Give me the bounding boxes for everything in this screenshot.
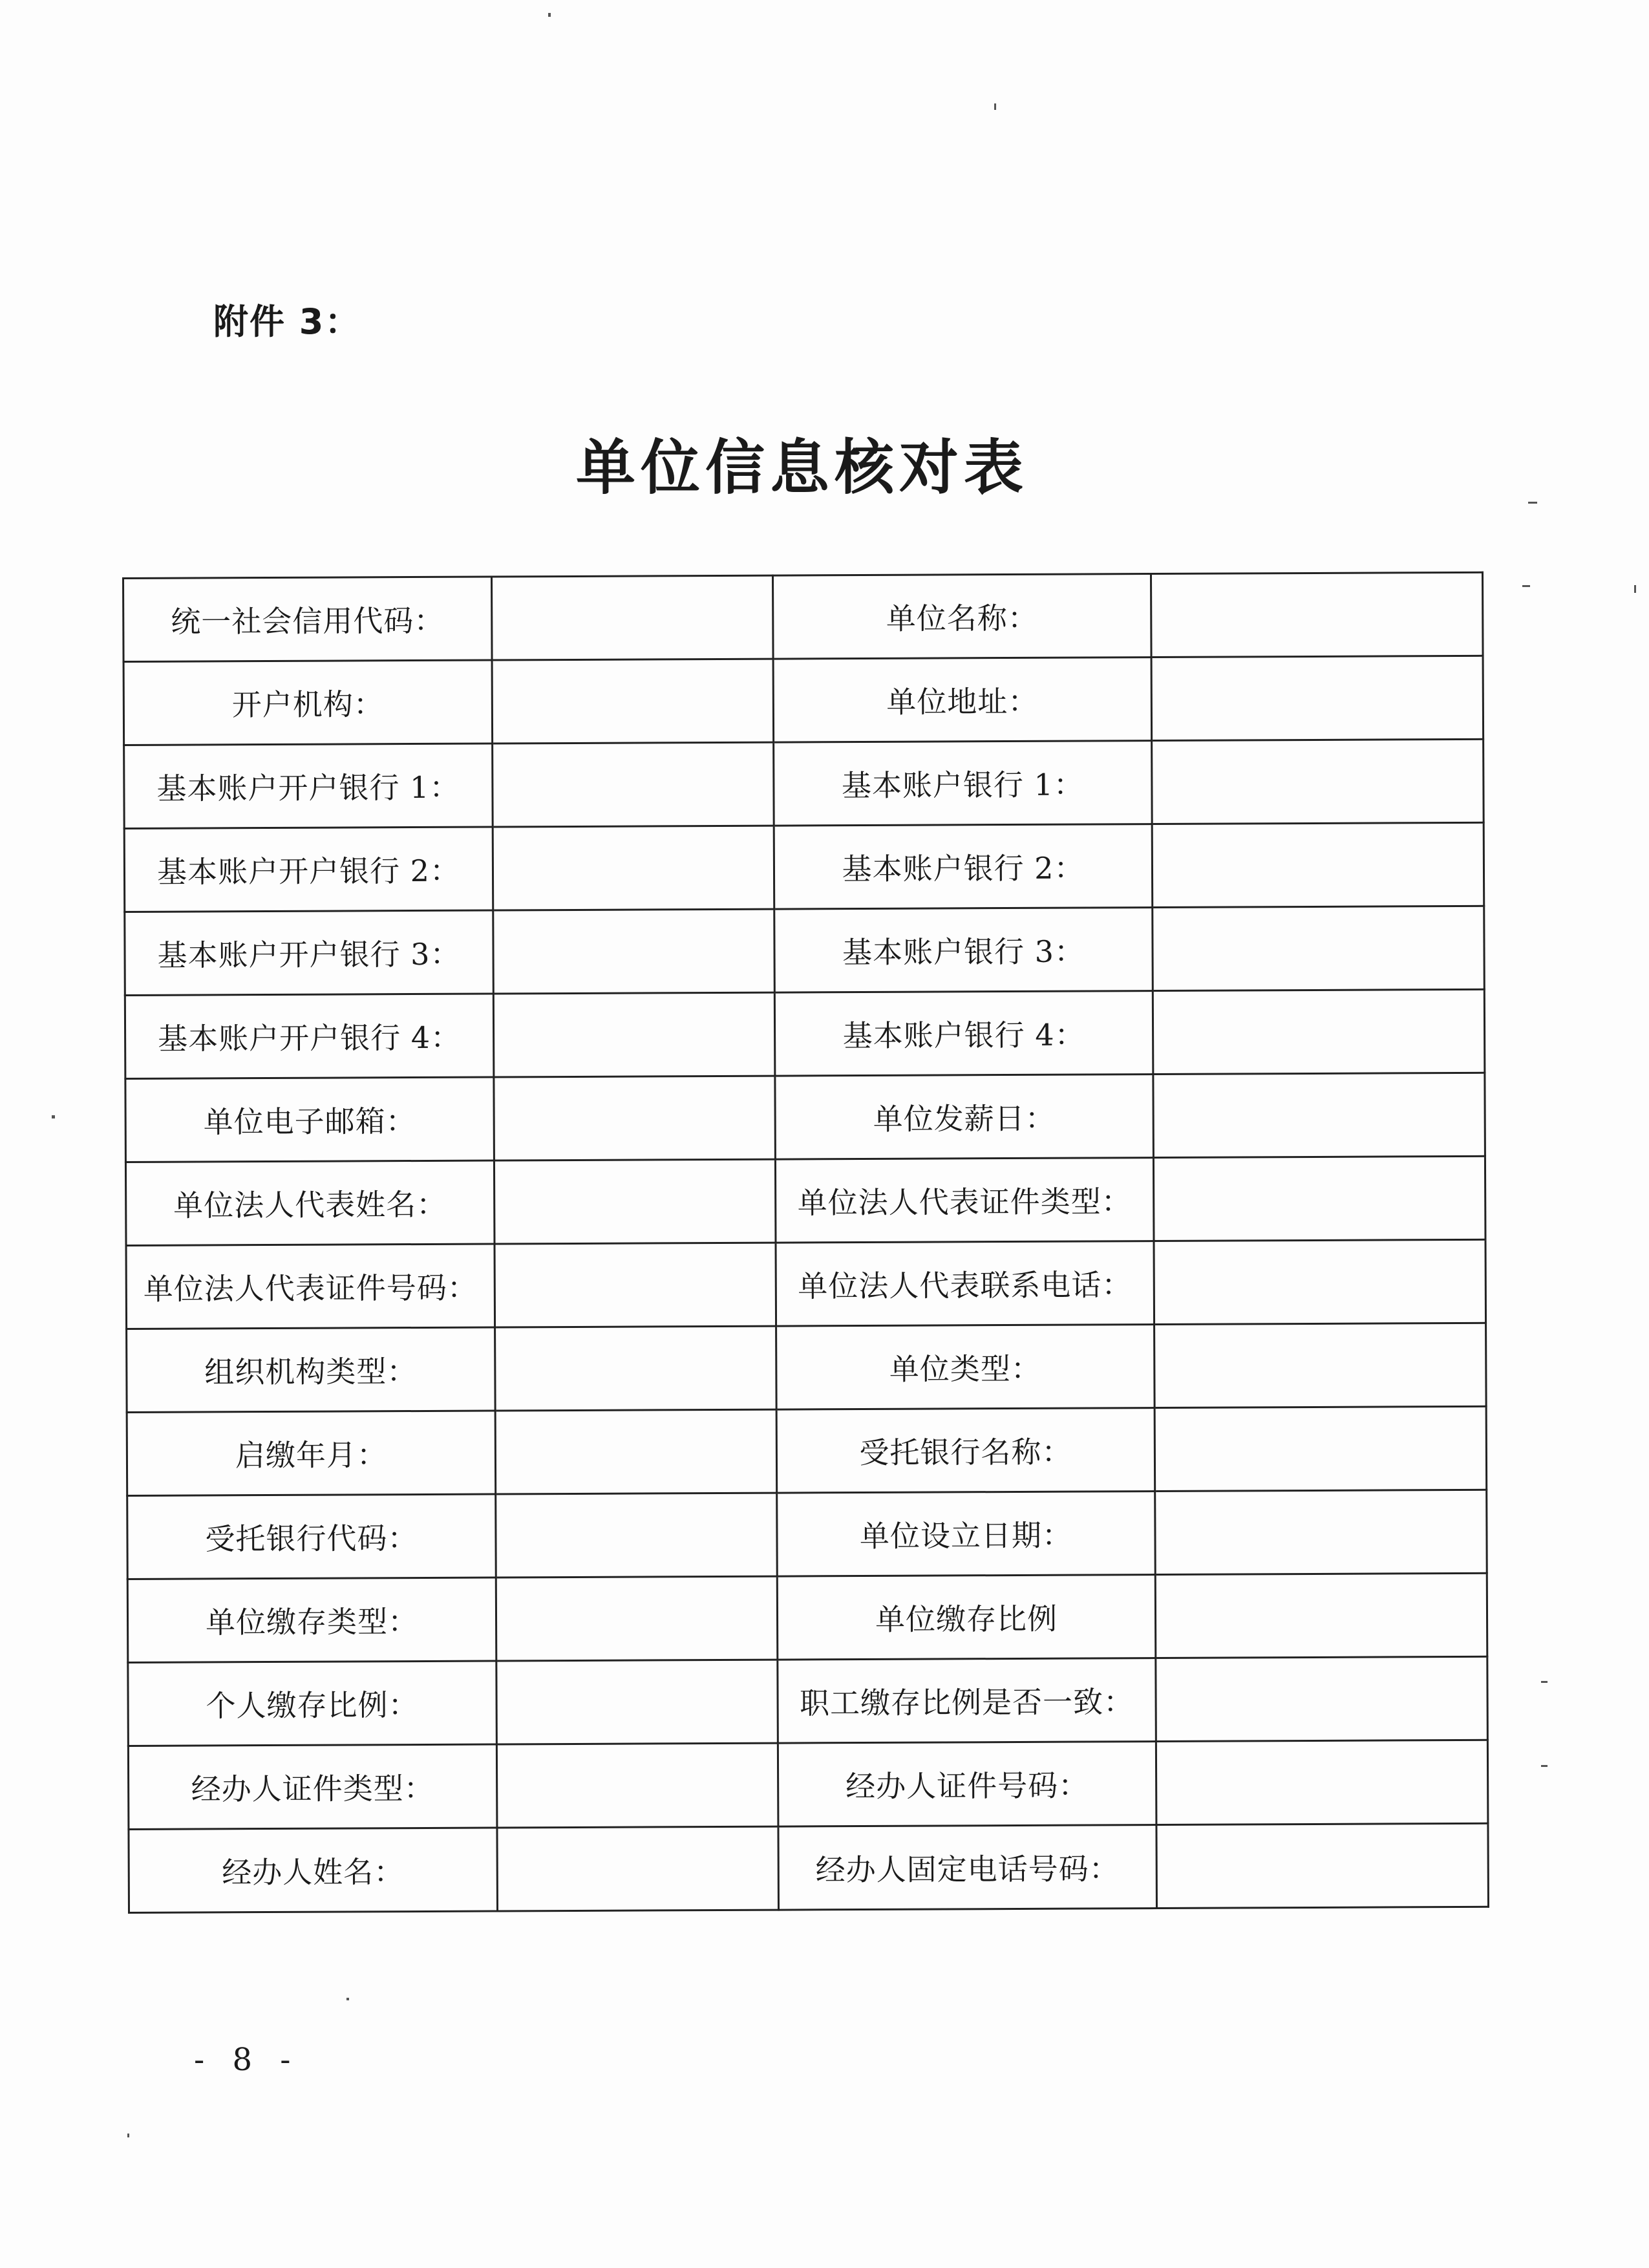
scan-speck [1528,502,1537,504]
field-value-cell[interactable] [1155,1573,1487,1658]
field-value-cell[interactable] [1153,1073,1485,1157]
field-label: 单位发薪日： [775,1075,1154,1160]
field-label: 受托银行代码： [127,1494,496,1579]
scan-speck [1522,585,1530,587]
field-label: 统一社会信用代码： [123,577,493,661]
field-value-cell[interactable] [496,1743,778,1828]
field-value-cell[interactable] [496,1493,778,1578]
field-value-cell[interactable] [1155,1490,1487,1574]
field-value-cell[interactable] [1153,989,1485,1074]
page-number: - 8 - [194,2042,300,2078]
table-row [127,1323,1487,1412]
field-value-cell[interactable] [1156,1823,1489,1908]
field-label: 受托银行名称： [776,1408,1155,1493]
field-label: 组织机构类型： [127,1327,496,1412]
field-value-cell[interactable] [495,1326,777,1411]
table-row [125,1156,1485,1245]
field-label: 基本账户银行 1： [774,741,1153,826]
table-row [125,1073,1485,1162]
field-label: 启缴年月： [127,1411,496,1495]
field-label: 基本账户银行 3： [774,908,1153,993]
field-label: 单位名称： [772,574,1151,659]
table-row [127,1573,1487,1662]
field-value-cell[interactable] [1154,1323,1487,1407]
attachment-label: 附件 3： [213,301,361,342]
field-value-cell[interactable] [495,1409,777,1494]
table-row [127,1490,1487,1579]
field-label: 经办人固定电话号码： [778,1825,1157,1910]
field-value-cell[interactable] [1153,906,1485,990]
field-label: 单位法人代表证件号码： [126,1244,495,1329]
field-value-cell[interactable] [1152,739,1484,824]
field-value-cell[interactable] [1153,1156,1485,1241]
table-row [124,739,1484,828]
field-value-cell[interactable] [492,575,774,660]
table-row [123,572,1484,661]
unit-info-table [122,572,1489,1914]
table-body [123,572,1489,1912]
scan-speck [994,103,996,110]
field-label: 个人缴存比例： [128,1661,497,1746]
field-value-cell[interactable] [494,1076,776,1161]
field-value-cell[interactable] [1156,1740,1488,1824]
field-label: 单位设立日期： [777,1492,1156,1577]
field-value-cell[interactable] [497,1826,779,1911]
table-row [125,906,1485,995]
scan-speck [1634,585,1636,593]
field-value-cell[interactable] [493,909,775,994]
field-value-cell[interactable] [1151,572,1483,657]
table-row [124,822,1484,912]
field-value-cell[interactable] [493,992,775,1077]
field-label: 基本账户开户银行 2： [124,827,493,912]
field-label: 单位法人代表证件类型： [775,1158,1154,1243]
field-value-cell[interactable] [496,1576,778,1661]
field-value-cell[interactable] [496,1660,778,1744]
table-row [127,1406,1487,1495]
field-label: 基本账户银行 4： [774,991,1153,1076]
field-label: 单位缴存比例 [777,1575,1156,1660]
field-label: 基本账户开户银行 4： [125,994,494,1078]
scan-speck [1541,1765,1548,1767]
field-label: 单位法人代表姓名： [125,1161,495,1245]
field-label: 基本账户开户银行 3： [125,910,494,995]
scan-speck [127,2134,129,2137]
scan-speck [548,13,551,17]
field-value-cell[interactable] [493,826,774,910]
field-label: 基本账户开户银行 1： [124,744,493,828]
field-label: 单位缴存类型： [127,1578,496,1662]
field-label: 经办人证件号码： [778,1742,1156,1827]
field-label: 经办人证件类型： [128,1744,497,1829]
field-label: 基本账户银行 2： [774,824,1153,910]
scan-speck [52,1115,55,1118]
field-value-cell[interactable] [494,1159,776,1244]
field-label: 开户机构： [123,660,493,745]
field-value-cell[interactable] [1152,822,1484,907]
field-value-cell[interactable] [495,1243,776,1327]
table-row [129,1823,1489,1912]
table-row [126,1239,1486,1329]
field-label: 单位法人代表联系电话： [776,1241,1154,1327]
field-label: 单位电子邮箱： [125,1077,495,1162]
field-value-cell[interactable] [492,659,774,744]
field-value-cell[interactable] [1154,1406,1487,1491]
field-value-cell[interactable] [1154,1239,1486,1324]
table-row [125,989,1485,1078]
table-row [128,1740,1488,1829]
field-label: 单位类型： [776,1325,1155,1410]
scan-speck [346,1998,349,2000]
field-label: 职工缴存比例是否一致： [778,1658,1156,1744]
field-label: 单位地址： [773,658,1152,743]
field-value-cell[interactable] [1156,1656,1488,1741]
field-label: 经办人姓名： [129,1828,498,1912]
field-value-cell[interactable] [1151,656,1484,740]
scan-speck [1541,1681,1548,1683]
field-value-cell[interactable] [493,742,774,827]
table-row [123,656,1484,745]
table-row [128,1656,1488,1746]
page-title: 单位信息核对表 [575,433,1028,502]
